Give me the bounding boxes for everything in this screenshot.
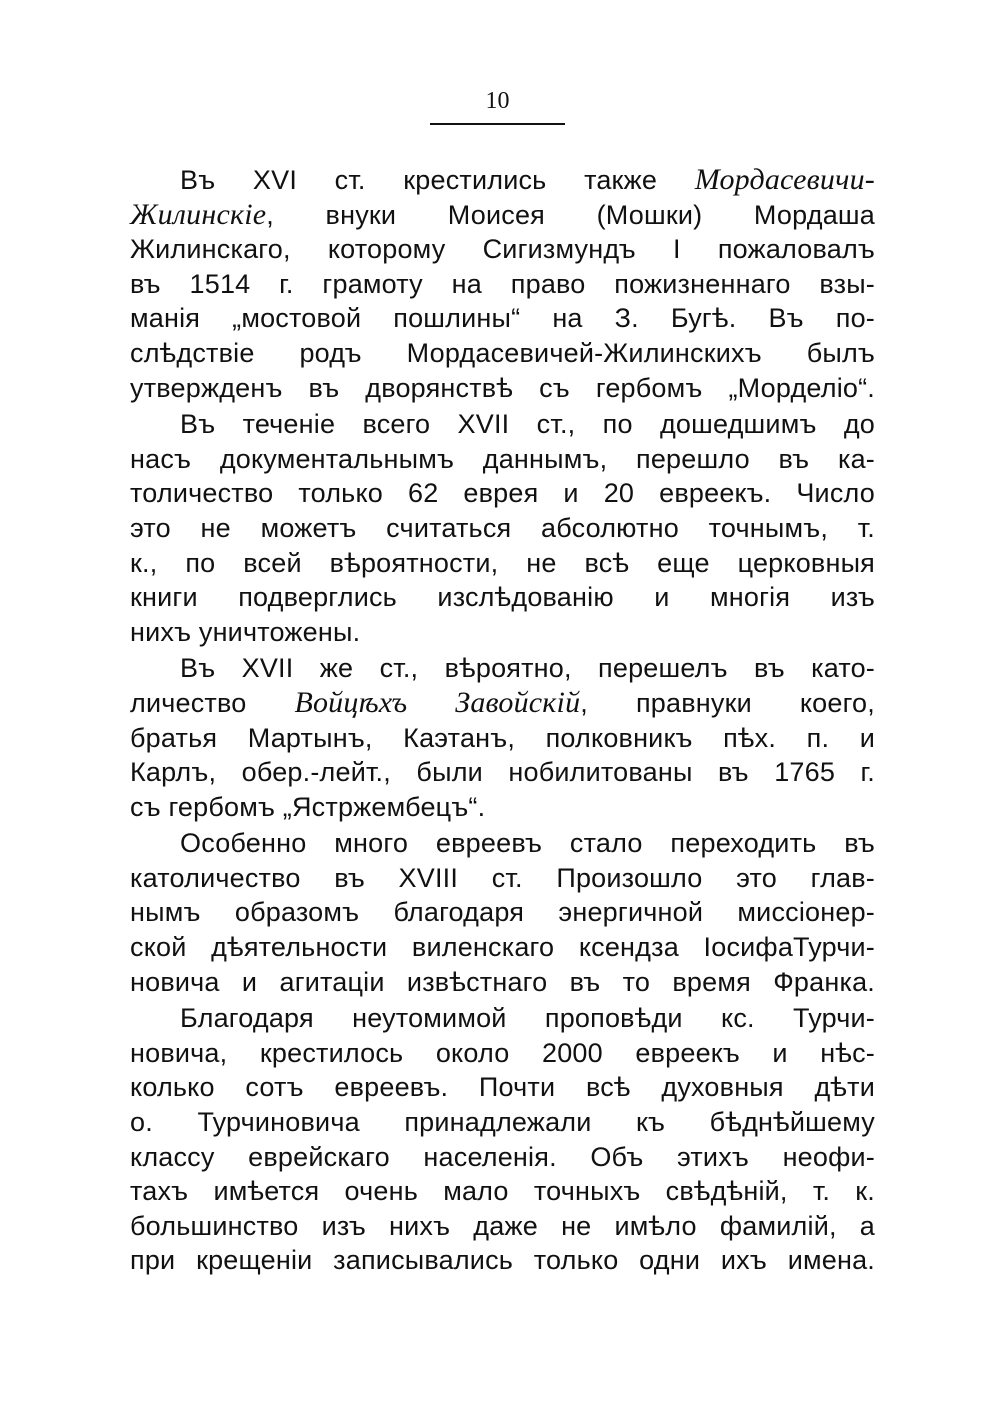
text-line [130,511,875,546]
text-line [130,1001,875,1036]
text-line [130,476,875,511]
text-line [130,615,875,650]
text-line [130,861,875,896]
text-span: Въ теченіе всего XVII ст., по дошедшимъ до [180,409,875,440]
text-line [130,790,875,825]
text-line [130,721,875,756]
text-span: толичество только 62 еврея и 20 евреекъ. Число [130,478,875,509]
text-span: , правнуки коего, [580,687,875,718]
italic-name: Жилинскіе [130,197,267,231]
text-span: к., по всей вѣроятности, не всѣ еще церковныя [130,547,875,578]
text-line [130,1209,875,1244]
text-span: новича, крестилось около 2000 евреекъ и нѣс- [130,1037,875,1068]
text-line [130,267,875,302]
text-span: новича и агитаціи извѣстнаго въ то время Франка. [130,966,875,997]
text-line [130,686,875,721]
text-line [130,371,875,406]
text-line [130,407,875,442]
text-span: съ гербомъ „Ястржембецъ“. [130,791,486,822]
text-span: католичество въ XVIII ст. Произошло это глав- [130,862,875,893]
paragraph [130,407,875,649]
page-number-rule [430,123,565,125]
text-line [130,895,875,930]
text-span: слѣдствіе родъ Мордасевичей-Жилинскихъ былъ [130,337,875,368]
text-span: это не можетъ считаться абсолютно точнымъ, т. [130,512,875,543]
text-span: тахъ имѣется очень мало точныхъ свѣдѣній, т. к. [130,1176,875,1207]
text-span: , внуки Моисея (Мошки) Мордаша [266,199,875,230]
text-line [130,546,875,581]
text-line [130,442,875,477]
text-span: насъ документальнымъ даннымъ, перешло въ ка- [130,443,875,474]
text-line [130,930,875,965]
text-span: утвержденъ въ дворянствѣ съ гербомъ „Морделіо“. [130,372,875,403]
text-line [130,580,875,615]
paragraph [130,651,875,824]
text-line [130,198,875,233]
page-number: 10 [485,88,510,114]
text-line [130,1036,875,1071]
text-span: личество [130,687,295,718]
text-span: при крещеніи записывались только одни ихъ имена. [130,1245,875,1276]
text-span: Благодаря неутомимой проповѣди кс. Турчи- [180,1003,875,1034]
text-span: братья Мартынъ, Каэтанъ, полковникъ пѣх. п. и [130,722,875,753]
text-span: колько сотъ евреевъ. Почти всѣ духовныя дѣти [130,1072,875,1103]
text-line [130,1140,875,1175]
text-line [130,232,875,267]
text-line [130,163,875,198]
text-line [130,965,875,1000]
italic-name: Войцѣхъ Завойскій [294,685,581,719]
text-span: Въ XVII же ст., вѣроятно, перешелъ въ като- [180,653,875,684]
text-span: о. Турчиновича принадлежали къ бѣднѣйшему [130,1107,875,1138]
text-line [130,826,875,861]
text-line [130,755,875,790]
paragraph [130,826,875,999]
text-line [130,301,875,336]
text-span: Карлъ, обер.-лейт., были нобилитованы въ 1765 г. [130,757,875,788]
text-span: классу еврейскаго населенія. Объ этихъ неофи- [130,1141,875,1172]
text-line [130,651,875,686]
text-line [130,1105,875,1140]
text-span: нымъ образомъ благодаря энергичной миссіонер- [130,897,875,928]
text-span: въ 1514 г. грамоту на право пожизненнаго взы- [130,268,875,299]
body-text [130,163,875,1280]
text-span: большинство изъ нихъ даже не имѣло фамилій, а [130,1210,875,1241]
text-span: Особенно много евреевъ стало переходить въ [180,828,875,859]
text-line [130,1070,875,1105]
text-span: книги подверглись изслѣдованію и многія изъ [130,582,875,613]
paragraph [130,1001,875,1278]
text-span: Жилинскаго, которому Сигизмундъ I пожаловалъ [130,234,875,265]
text-line [130,1243,875,1278]
italic-name: Мордасевичи- [694,163,875,196]
paragraph [130,163,875,405]
text-span: Въ XVI ст. крестились также [180,165,695,195]
text-span: ской дѣятельности виленскаго ксендза ІосифаТурчи- [130,932,875,963]
text-line [130,1174,875,1209]
text-span: манія „мостовой пошлины“ на З. Бугѣ. Въ по- [130,303,875,334]
text-span: нихъ уничтожены. [130,616,361,647]
text-line [130,336,875,371]
